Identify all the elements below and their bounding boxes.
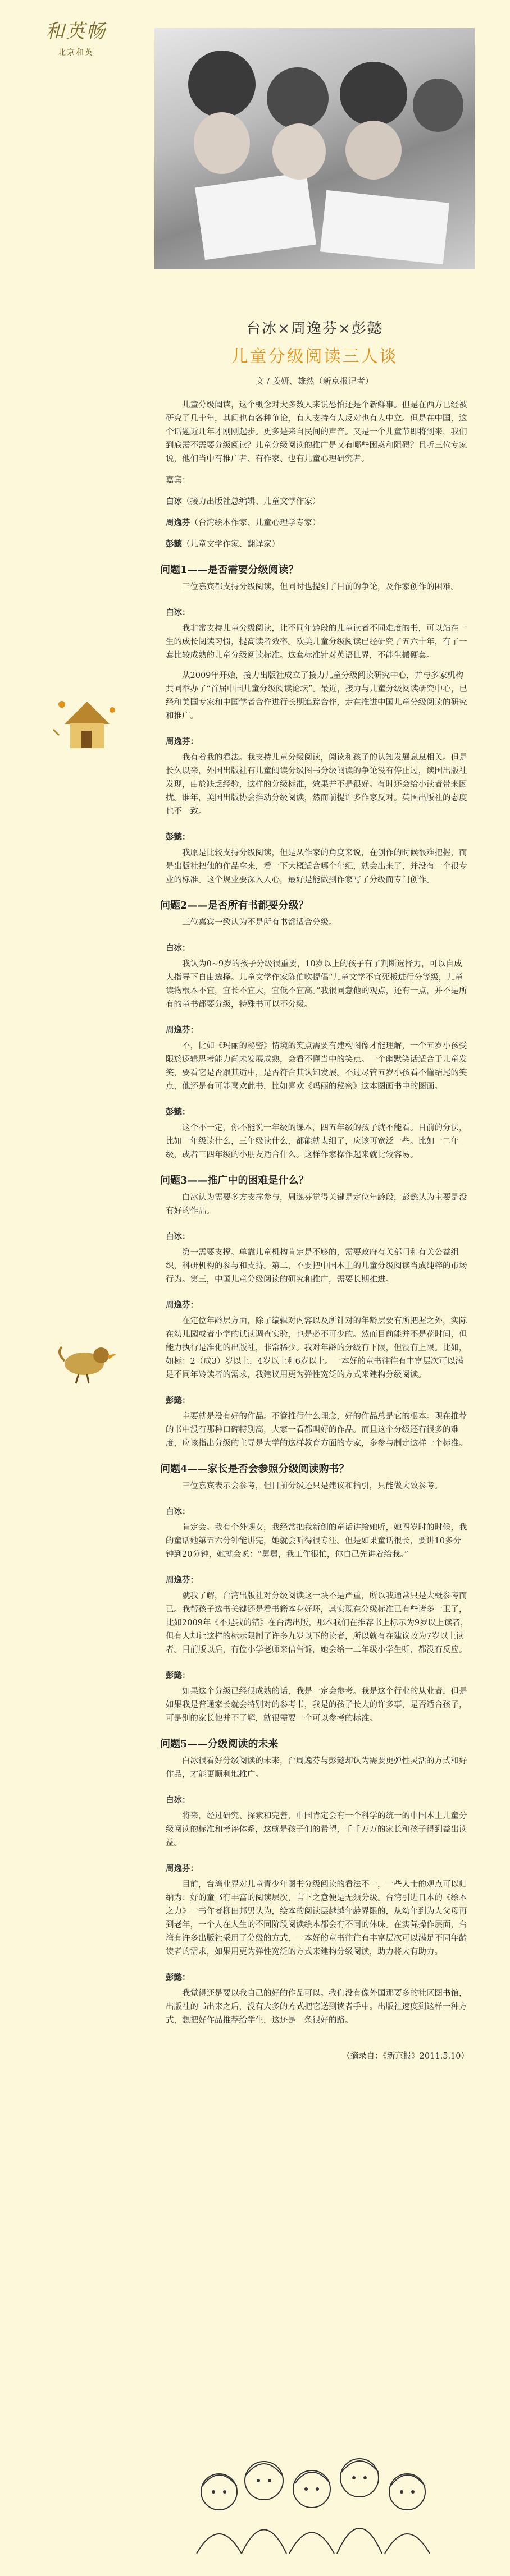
brand-logo: [39, 16, 112, 58]
guest-entry: [166, 516, 469, 530]
reply-paragraph: 我有着我的看法。我支持儿童分级阅读，阅读和孩子的认知发展息息相关。但是长久以来，外国出版社有儿童阅读分级图书分级阅读的争论没有停止过，读国出版社发现，由於缺乏经验，这样的分级标准，效果并不是很好。有时还会给小读者带来困扰。谁年，美国出版协会推动分级阅读，然而前提许多作家反对。英国出版社的态度也不一致。: [166, 753, 467, 816]
reply-paragraph: 目前，台湾业界对儿童青少年图书分级阅读的看法不一，一些人士的观点可以归纳为：好的童书有丰富的阅读层次，言下之意便是无须分级。台湾引进日本的《绘本之力》一书作者柳田邦男认为，绘本的阅读层越越年龄界限的，从幼年到为人父母再到老年，一个人在人生的不同阶段阅读绘本都会有不同的体味。在实际操作层面，台湾有许多出版社采用了分级的方式，一本好的童书往往有丰富层次可以满足不同年龄读者的需求，如果用更为弹性宽泛的方式来建构分级阅读，助力将大有助力。: [166, 1880, 467, 1956]
speaker-name: 白冰：: [166, 608, 190, 617]
speaker-name: 周逸芬：: [166, 1575, 198, 1585]
reply-paragraph: 我认为0~9岁的孩子分级很重要，10岁以上的孩子有了判断选择力，可以自成人指导下自由选择。儿童文学作家陈伯吹提倡“儿童文学不宜死板进行分等级，儿童读物根本不宜，宜长不宜大，宜低不宜高。”我很同意他的观点，还有一点，并不是所有的童书都要分级，特殊书可以不分级。: [166, 960, 467, 1009]
brand-logo-script: 和英畅: [45, 20, 106, 43]
reply-paragraph: 这个不一定，你不能说一年级的课本，四五年级的孩子就不能看。目前的分法，比如一年级读什么，三年级读什么，都能就太细了，应该再宽泛一些。比如一二年级，或者三四年级的小朋友适合什么。这样作家操作起来就比较容易。: [166, 1124, 467, 1159]
guest-name: 彭懿: [166, 539, 182, 549]
speaker-name: 彭懿：: [166, 1973, 190, 1982]
children-drawing: [185, 2441, 444, 2559]
question-heading: 问题1——是否需要分级阅读？: [160, 564, 299, 576]
reply-paragraph: 我觉得还是要以我自己的好的作品可以。我们没有像外国那要多的社区图书馆，出版社的书出来之后，没有大多的方式把它送到读者手中。出版社速度到这样一种方式，想把好作品推荐给学生，这还是一条很好的路。: [166, 1989, 467, 2025]
speaker-name: 彭懿：: [166, 832, 190, 842]
article-source: （摘录自：《新京报》2011.5.10）: [341, 2052, 469, 2061]
guest-desc: （台湾绘本作家、儿童心理学专家）: [190, 519, 321, 528]
speaker-name: 彭懿：: [166, 1671, 190, 1680]
reply-paragraph: 第一需要支撑。单靠儿童机构肯定是不够的，需要政府有关部门和有关公益组织，科研机构的参与和支持。第二，不要把中国本土的儿童分级阅读当成纯粹的市场行为。第三，中国儿童分级阅读的研究和推广，需要长期推进。: [166, 1248, 467, 1284]
article-authors: 台冰×周逸芬×彭懿: [246, 320, 383, 337]
question-heading: 问题2——是否所有书都要分级？: [160, 900, 309, 911]
article-title: 儿童分级阅读三人谈: [231, 347, 398, 366]
house-icon: [53, 690, 121, 752]
brand-logo-subtitle: 北京和英: [58, 48, 94, 57]
reply-paragraph: 就我了解，台湾出版社对分级阅读这一块不是严重，所以我通常只是大概参考而已。我帮孩子选书关键还是看书籍本身好坏，其实现在分级标准已有些诸多一卫了，比如2009年《不是我的错》在台湾出版，那本我们在推荐书上标示为9岁以上读者，但有人却让这样的标示限制了许多九岁以下的读者，所以就有在建议改为7岁以上读者。目前版以后，有位小学老师来信告诉，她会给一二年级小学生听，都没有反应。: [166, 1592, 469, 1654]
speaker-name: 白冰：: [166, 1507, 190, 1516]
guest-desc: （接力出版社总编辑、儿童文学作家）: [182, 497, 321, 506]
reply-paragraph: 肯定会。我有个外甥女，我经常把我新创的童话讲给她听，她四岁时的时候，我的童话她第五六分钟能讲完，她就会听得很专注。但是如果童话很长，要讲10多分钟到20分钟，她就会说：“舅舅，我工作很忙，你自己先讲着给我。”: [166, 1523, 467, 1559]
question-lead: 白冰认为需要多方支撑参与，周逸芬觉得关键是定位年龄段，彭懿认为主要是没有好的作品。: [166, 1193, 467, 1216]
article-photo: [154, 28, 475, 269]
intro-paragraph: 儿童分级阅读，这个概念对大多数人来说恐怕还是个新鲜事。但是在西方已经被研究了几十年，其间也有各种争论，有人支持有人反对也有人中立。但是在中国，这个话题近几年才刚刚起步。更多是来自民间的声音。又是一个儿童节即将到来，我们到底需不需要分级阅读？儿童分级阅读的推广是又有哪些困惑和阻碍？且听三位专家说，他们当中有推广者、有作家、也有儿童心理研究者。: [166, 401, 467, 464]
guest-name: 白冰: [166, 497, 182, 506]
guest-entry: [166, 495, 469, 508]
guest-name: 周逸芬: [166, 518, 190, 528]
bird-icon: [56, 1336, 118, 1386]
question-heading: 问题5——分级阅读的未来: [160, 1738, 279, 1750]
reply-paragraph: 从2009年开始，接力出版社成立了接力儿童分级阅读研究中心，并与多家机构共同举办了“首届中国儿童分级阅读论坛”。最近，接力与儿童分级阅读研究中心，已经和美国专家和中国学者合作进行长期追踪合作，走在推进中国儿童分级阅读的研究和推广。: [166, 671, 467, 721]
reply-paragraph: 不，比如《玛丽的秘密》情境的笑点需要有建构图像才能理解，一个五岁小孩受限於逻辑思考能力尚未发展成熟，会看不懂当中的笑点。一个幽默笑话适合于儿童发笑，要看它是否跟其适中，是否符合其认知发展。不过尽管五岁小孩看不懂结尾的笑点，他还是有可能喜欢此书，比如喜欢《玛丽的秘密》这本图画书中的图画。: [166, 1042, 467, 1091]
question-lead: 三位嘉宾表示会参考，但目前分级还只是建议和指引，只能做大致参考。: [182, 1482, 443, 1491]
speaker-name: 周逸芬：: [166, 1300, 198, 1310]
guest-entry: [166, 538, 469, 551]
speaker-name: 周逸芬：: [166, 737, 198, 746]
guests-label: 嘉宾：: [166, 476, 190, 485]
speaker-name: 白冰：: [166, 1232, 190, 1241]
reply-paragraph: 我非常支持儿童分级阅读，让不同年龄段的儿童读者不同难度的书，可以站在一生的成长阅读习惯，提高读者效率。欧美儿童分级阅读已经研究了五六十年，有了一套比较成熟的儿童分级阅读标准。这套标准针对英语世界，不能生搬硬套。: [166, 624, 467, 660]
question-lead: 三位嘉宾一致认为不是所有书都适合分级。: [182, 918, 337, 927]
speaker-name: 彭懿：: [166, 1107, 190, 1117]
reply-paragraph: 将来，经过研究、探索和完善，中国肯定会有一个科学的统一的中国本土儿童分级阅读的标准和考评体系，这就是孩子们的希望，千千万万的家长和孩子得到益出读益。: [166, 1812, 467, 1848]
reply-paragraph: 如果这个分级已经很成熟的话，我是一定会参考。我是这个行业的从业者，但是如果我是普通家长就会特别对的参考书，我是的孩子长大的许多事，是否适合孩子，可是别的家长他并不了解，就很需要一个可以参考的标准。: [166, 1687, 467, 1723]
question-lead: 三位嘉宾都支持分级阅读，但同时也提到了目前的争论，及作家创作的困难。: [182, 583, 459, 592]
speaker-name: 周逸芬：: [166, 1864, 198, 1873]
speaker-name: 周逸芬：: [166, 1025, 198, 1035]
reply-paragraph: 在定位年龄层方面，除了编辑对内容以及所针对的年龄层要有所把握之外，实际在幼儿园或者小学的试读调查实验，也是必不可少的。然而目前能并不是花时间，但能力执行是准化的出版社，非常稀少。我对年龄的分级有下限，但没有上限。比如，如标：2（成3）岁以上，4岁以上和6岁以上。一本好的童书往往有丰富层次可以满足不同年龄读者的需求，我建议用更为弹性宽泛的方式来建构分级阅读。: [166, 1317, 467, 1379]
article-byline: 文 / 姜妍、雄然（新京报记者）: [256, 376, 374, 386]
guest-desc: （儿童文学作家、翻译家）: [182, 540, 280, 549]
speaker-name: 白冰：: [166, 1795, 190, 1805]
speaker-name: 彭懿：: [166, 1396, 190, 1405]
article-header: [154, 317, 475, 387]
article-body: [160, 398, 469, 2070]
question-heading: 问题3——推广中的困难是什么？: [160, 1175, 309, 1186]
question-heading: 问题4——家长是否会参照分级阅读购书？: [160, 1463, 349, 1475]
reply-paragraph: 我原是比较支持分级阅读，但是从作家的角度来说，在创作的时候很难把握，而是出版社把他的作品拿来，看一下大概适合哪个年纪，就会出来了，并没有一个很专业的标准。这个规业要深入人心，最好是能做到作家写了分级而专门创作。: [166, 849, 467, 884]
question-lead: 白冰很看好分级阅读的未来，台周逸芬与彭懿却认为需要更弹性灵活的方式和好作品，才能更顺利地推广。: [166, 1757, 467, 1779]
reply-paragraph: 主要就是没有好的作品。不管推行什么理念，好的作品总是它的根本。现在推荐的书中没有那种口碑特别高，大家一看都叫好的作品。而且这个分级还有很多的难度，应该指出分级的主导是大学的这样教育方面的专家，多参与制定这样一个标准。: [166, 1412, 467, 1448]
speaker-name: 白冰：: [166, 943, 190, 953]
